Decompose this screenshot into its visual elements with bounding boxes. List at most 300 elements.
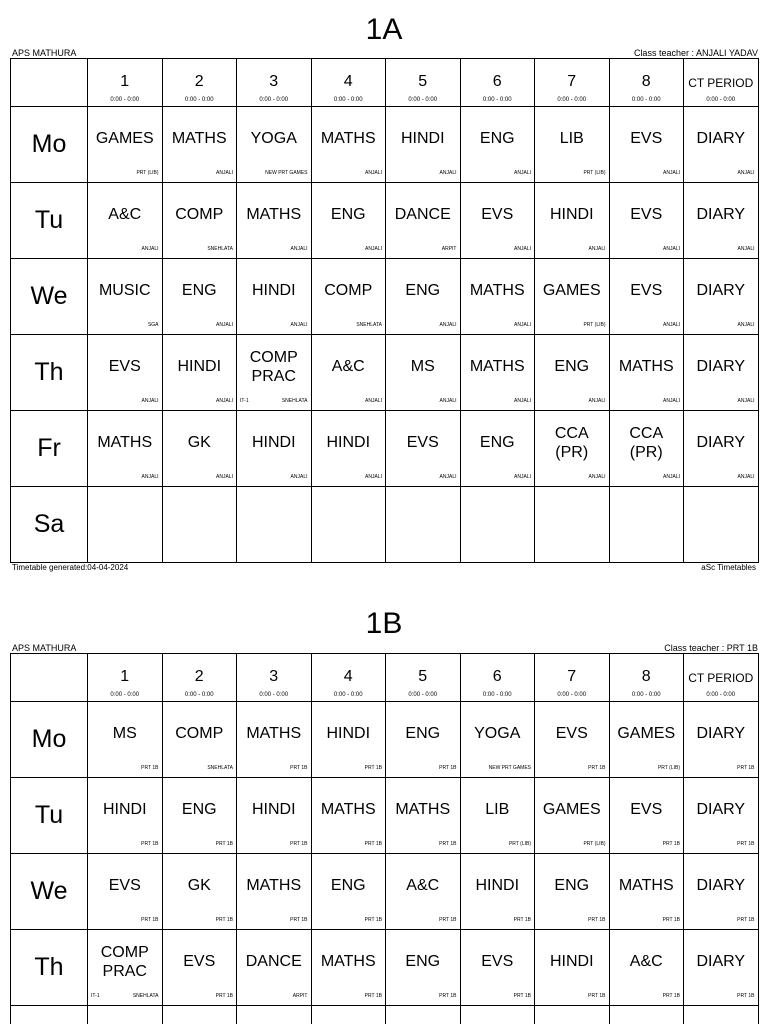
teacher-name: ANJALI (737, 474, 755, 480)
lesson-cell (535, 702, 610, 778)
lesson-cell (684, 183, 759, 259)
subject-name: MUSIC (98, 282, 151, 299)
period-header (88, 59, 163, 107)
lesson-cell (386, 183, 461, 259)
teacher-name: ANJALI (663, 474, 680, 480)
subject-name: EVS (555, 725, 588, 742)
empty-cell (535, 487, 610, 563)
day-cell (11, 854, 88, 930)
teacher-name: ANJALI (439, 170, 457, 176)
teacher-name: PRT 1B (588, 917, 606, 923)
subject-name: HINDI (102, 801, 147, 818)
school-name: APS MATHURA (12, 48, 77, 58)
day-cell (11, 259, 88, 335)
period-number: 1 (120, 668, 130, 685)
lesson-cell (609, 854, 684, 930)
subject-name: COMP PRAC (100, 943, 149, 980)
period-time: 0:00 - 0:00 (333, 97, 363, 103)
teacher-name: ANJALI (737, 398, 755, 404)
teacher-name: ANJALI (663, 398, 680, 404)
subject-name: HINDI (549, 206, 594, 223)
period-time: 0:00 - 0:00 (184, 692, 214, 698)
empty-cell (162, 1006, 237, 1024)
empty-cell (609, 487, 684, 563)
teacher-name: ANJALI (365, 474, 382, 480)
empty-cell (684, 1006, 759, 1024)
lesson-cell (460, 930, 535, 1006)
teacher-name: PRT 1B (588, 765, 606, 771)
teacher-name: ANJALI (663, 246, 680, 252)
day-row (11, 411, 759, 487)
teacher-name: ANJALI (365, 170, 382, 176)
lesson-cell (609, 702, 684, 778)
empty-cell (386, 487, 461, 563)
lesson-cell (311, 930, 386, 1006)
subject-name: MATHS (171, 130, 227, 147)
lesson-cell (386, 854, 461, 930)
period-header (684, 59, 759, 107)
lesson-cell (162, 107, 237, 183)
lesson-cell (460, 411, 535, 487)
teacher-name: ARPIT (441, 246, 457, 252)
lesson-cell (386, 107, 461, 183)
lesson-cell (237, 259, 312, 335)
period-header (684, 654, 759, 702)
subject-name: HINDI (549, 953, 594, 970)
day-cell (11, 702, 88, 778)
teacher-name: ANJALI (514, 170, 531, 176)
subject-name: DIARY (696, 877, 746, 894)
day-row (11, 107, 759, 183)
lesson-cell (535, 259, 610, 335)
period-header (535, 654, 610, 702)
teacher-name: PRT 1B (364, 993, 382, 999)
teacher-name: PRT 1B (662, 993, 680, 999)
teacher-name: ANJALI (439, 474, 457, 480)
subject-name: COMP PRAC (249, 348, 298, 385)
period-number: CT PERIOD (688, 671, 754, 685)
teacher-name: PRT 1B (662, 917, 680, 923)
empty-cell (460, 487, 535, 563)
subject-name: DANCE (394, 206, 451, 223)
period-header (460, 59, 535, 107)
lesson-cell (237, 335, 312, 411)
subject-name: DANCE (245, 953, 302, 970)
teacher-name: PRT (LIB) (136, 170, 159, 176)
day-name: Mo (31, 725, 67, 753)
period-number: 4 (343, 73, 353, 90)
lesson-cell (386, 702, 461, 778)
lesson-cell (386, 930, 461, 1006)
subject-name: DIARY (696, 801, 746, 818)
teacher-name: PRT 1B (290, 765, 308, 771)
day-row (11, 487, 759, 563)
day-name: Fr (37, 434, 61, 462)
period-number: CT PERIOD (688, 76, 754, 90)
teacher-name: PRT (LIB) (508, 841, 531, 847)
lesson-cell (237, 411, 312, 487)
teacher-name: PRT 1B (215, 917, 233, 923)
lesson-cell (535, 335, 610, 411)
lesson-cell (684, 854, 759, 930)
lesson-cell (88, 854, 163, 930)
lesson-cell (88, 778, 163, 854)
subject-name: DIARY (696, 358, 746, 375)
period-header-row (11, 59, 759, 107)
lesson-cell (311, 702, 386, 778)
period-number: 2 (194, 73, 204, 90)
subject-name: MATHS (97, 434, 153, 451)
class-title: 1B (365, 607, 403, 640)
day-name: Tu (34, 801, 64, 829)
subject-name: ENG (479, 130, 515, 147)
lesson-cell (311, 183, 386, 259)
teacher-name: PRT 1B (290, 841, 308, 847)
lesson-cell (609, 259, 684, 335)
lesson-cell (684, 778, 759, 854)
period-number: 1 (120, 73, 130, 90)
subject-name: MATHS (246, 206, 302, 223)
teacher-name: ANJALI (439, 322, 457, 328)
period-time: 0:00 - 0:00 (259, 692, 289, 698)
teacher-name: ANJALI (514, 398, 531, 404)
teacher-name: ANJALI (290, 322, 308, 328)
subject-name: MATHS (320, 130, 376, 147)
generator-credit: aSc Timetables (701, 563, 756, 572)
lesson-cell (609, 183, 684, 259)
subject-name: GK (187, 434, 211, 451)
teacher-name: PRT 1B (662, 841, 680, 847)
period-time: 0:00 - 0:00 (184, 97, 214, 103)
empty-cell (311, 487, 386, 563)
lesson-cell (88, 930, 163, 1006)
subject-name: A&C (108, 206, 142, 223)
lesson-cell (311, 854, 386, 930)
lesson-cell (88, 335, 163, 411)
teacher-name: PRT 1B (439, 841, 457, 847)
teacher-name: ANJALI (663, 322, 680, 328)
period-time: 0:00 - 0:00 (706, 97, 736, 103)
day-cell (11, 930, 88, 1006)
period-header (237, 654, 312, 702)
teacher-name: PRT 1B (215, 841, 233, 847)
subject-name: LIB (559, 130, 584, 147)
teacher-name: PRT 1B (588, 993, 606, 999)
lesson-cell (88, 107, 163, 183)
class-teacher: Class teacher : ANJALI YADAV (633, 48, 758, 58)
period-time: 0:00 - 0:00 (631, 692, 661, 698)
empty-cell (237, 487, 312, 563)
subject-name: A&C (331, 358, 365, 375)
teacher-name: ANJALI (216, 322, 233, 328)
lesson-cell (237, 778, 312, 854)
teacher-name: ANJALI (514, 246, 531, 252)
timetable-grid (10, 653, 759, 1024)
lesson-cell (535, 930, 610, 1006)
lesson-cell (88, 702, 163, 778)
period-header-row (11, 654, 759, 702)
timetable-grid (10, 58, 759, 563)
lesson-cell (237, 107, 312, 183)
subject-name: EVS (108, 358, 141, 375)
day-name: Th (34, 358, 64, 386)
period-time: 0:00 - 0:00 (557, 692, 587, 698)
period-header (460, 654, 535, 702)
teacher-name: PRT 1B (737, 993, 755, 999)
lesson-cell (386, 335, 461, 411)
lesson-cell (609, 778, 684, 854)
subject-name: EVS (630, 206, 663, 223)
lesson-cell (88, 259, 163, 335)
period-number: 5 (418, 73, 428, 90)
empty-cell (88, 487, 163, 563)
corner-cell (11, 59, 88, 107)
teacher-name: ANJALI (588, 474, 606, 480)
period-number: 3 (269, 73, 279, 90)
teacher-name: PRT 1B (439, 993, 457, 999)
teacher-name: PRT 1B (737, 841, 755, 847)
day-name: Th (34, 953, 64, 981)
teacher-name: PRT 1B (141, 841, 159, 847)
teacher-name: SNEHLATA (132, 993, 159, 999)
day-cell (11, 1006, 88, 1024)
day-name (11, 1006, 87, 1024)
subject-name: EVS (481, 953, 514, 970)
day-cell (11, 335, 88, 411)
subject-name: MATHS (469, 358, 525, 375)
day-row (11, 183, 759, 259)
subject-name: A&C (406, 877, 440, 894)
lesson-cell (535, 854, 610, 930)
teacher-name: SGA (147, 322, 159, 328)
subject-name: MATHS (246, 877, 302, 894)
teacher-name: PRT 1B (364, 917, 382, 923)
lesson-cell (684, 107, 759, 183)
subject-name: ENG (405, 725, 441, 742)
teacher-name: ANJALI (737, 246, 755, 252)
teacher-name: ANJALI (216, 398, 233, 404)
subject-name: MATHS (320, 953, 376, 970)
teacher-name: PRT 1B (439, 917, 457, 923)
period-header (162, 59, 237, 107)
day-cell (11, 487, 88, 563)
lesson-cell (460, 107, 535, 183)
day-row (11, 259, 759, 335)
teacher-name: SNEHLATA (281, 398, 308, 404)
lesson-cell (535, 411, 610, 487)
lesson-cell (684, 259, 759, 335)
corner-cell (11, 654, 88, 702)
subject-name: MATHS (618, 877, 674, 894)
subject-name: ENG (554, 358, 590, 375)
subject-name: DIARY (696, 130, 746, 147)
day-row (11, 854, 759, 930)
subject-name: MATHS (246, 725, 302, 742)
lesson-cell (162, 854, 237, 930)
teacher-name: ANJALI (737, 322, 755, 328)
lesson-cell (386, 411, 461, 487)
teacher-name: PRT (LIB) (657, 765, 680, 771)
empty-cell (311, 1006, 386, 1024)
period-time: 0:00 - 0:00 (706, 692, 736, 698)
subject-name: COMP (324, 282, 373, 299)
generated-date: Timetable generated:04-04-2024 (12, 563, 129, 572)
subject-name: MATHS (618, 358, 674, 375)
subject-name: YOGA (250, 130, 297, 147)
subject-name: EVS (630, 801, 663, 818)
subject-name: DIARY (696, 206, 746, 223)
teacher-name: PRT 1B (513, 993, 531, 999)
day-name: Tu (34, 206, 64, 234)
lesson-cell (311, 778, 386, 854)
lesson-cell (460, 335, 535, 411)
teacher-name: PRT 1B (364, 765, 382, 771)
lesson-cell (684, 411, 759, 487)
lesson-cell (460, 259, 535, 335)
subject-name: ENG (181, 282, 217, 299)
lesson-cell (162, 183, 237, 259)
period-time: 0:00 - 0:00 (482, 692, 512, 698)
subject-name: ENG (479, 434, 515, 451)
teacher-name: ANJALI (365, 398, 382, 404)
subject-name: EVS (630, 282, 663, 299)
lesson-cell (311, 335, 386, 411)
subject-name: CCA (PR) (554, 424, 589, 461)
lesson-cell (162, 259, 237, 335)
lesson-cell (311, 411, 386, 487)
teacher-name: NEW PRT GAMES (488, 765, 531, 771)
lesson-cell (684, 335, 759, 411)
lesson-cell (460, 702, 535, 778)
subject-name: HINDI (475, 877, 520, 894)
teacher-name: ANJALI (365, 246, 382, 252)
empty-cell (460, 1006, 535, 1024)
period-header (386, 654, 461, 702)
teacher-name: PRT 1B (141, 765, 159, 771)
teacher-name: PRT (LIB) (583, 841, 606, 847)
period-number: 6 (492, 73, 502, 90)
subject-name: MS (410, 358, 435, 375)
period-time: 0:00 - 0:00 (631, 97, 661, 103)
teacher-name: PRT (LIB) (583, 170, 606, 176)
subject-name: GAMES (542, 282, 601, 299)
teacher-name: SNEHLATA (207, 765, 233, 771)
lesson-cell (460, 854, 535, 930)
day-row (11, 1006, 759, 1024)
school-name: APS MATHURA (12, 643, 77, 653)
class-teacher: Class teacher : PRT 1B (664, 643, 758, 653)
lesson-cell (684, 930, 759, 1006)
period-number: 2 (194, 668, 204, 685)
subject-name: DIARY (696, 953, 746, 970)
teacher-name: PRT 1B (290, 917, 308, 923)
subject-name: COMP (175, 725, 224, 742)
teacher-name: ANJALI (216, 170, 233, 176)
period-header (237, 59, 312, 107)
empty-cell (237, 1006, 312, 1024)
lesson-cell (237, 183, 312, 259)
lesson-cell (684, 702, 759, 778)
period-time: 0:00 - 0:00 (408, 97, 438, 103)
teacher-name: ARPIT (292, 993, 308, 999)
lesson-cell (609, 335, 684, 411)
subject-name: GAMES (542, 801, 601, 818)
subject-name: ENG (181, 801, 217, 818)
teacher-name: ANJALI (514, 322, 531, 328)
day-cell (11, 183, 88, 259)
lesson-cell (162, 411, 237, 487)
teacher-name: ANJALI (514, 474, 531, 480)
subject-name: ENG (330, 877, 366, 894)
day-name: Sa (33, 510, 65, 538)
empty-cell (609, 1006, 684, 1024)
lesson-cell (609, 930, 684, 1006)
lesson-cell (88, 183, 163, 259)
teacher-name: ANJALI (588, 246, 606, 252)
teacher-name: ANJALI (290, 246, 308, 252)
subject-name: MATHS (469, 282, 525, 299)
teacher-name: PRT 1B (737, 765, 755, 771)
lesson-cell (386, 778, 461, 854)
subject-name: MATHS (320, 801, 376, 818)
period-time: 0:00 - 0:00 (557, 97, 587, 103)
subject-name: ENG (330, 206, 366, 223)
teacher-name: PRT 1B (439, 765, 457, 771)
lesson-cell (460, 778, 535, 854)
period-header (88, 654, 163, 702)
subject-name: ENG (405, 953, 441, 970)
lesson-cell (162, 778, 237, 854)
subject-name: HINDI (400, 130, 445, 147)
subject-name: GK (187, 877, 211, 894)
subject-name: EVS (481, 206, 514, 223)
empty-cell (535, 1006, 610, 1024)
subject-name: HINDI (251, 801, 296, 818)
lesson-cell (535, 107, 610, 183)
subject-name: MS (112, 725, 137, 742)
teacher-name: PRT 1B (141, 917, 159, 923)
teacher-name: SNEHLATA (356, 322, 382, 328)
lesson-cell (460, 183, 535, 259)
subject-name: HINDI (251, 434, 296, 451)
teacher-name: ANJALI (290, 474, 308, 480)
day-name: We (30, 877, 68, 905)
subject-name: DIARY (696, 725, 746, 742)
period-number: 7 (567, 73, 577, 90)
subject-name: A&C (629, 953, 663, 970)
empty-cell (162, 487, 237, 563)
teacher-name: SNEHLATA (207, 246, 233, 252)
teacher-name: ANJALI (141, 246, 159, 252)
day-name: We (30, 282, 68, 310)
lesson-cell (237, 930, 312, 1006)
day-row (11, 930, 759, 1006)
period-time: 0:00 - 0:00 (110, 692, 140, 698)
lesson-cell (88, 411, 163, 487)
subject-name: YOGA (474, 725, 521, 742)
period-time: 0:00 - 0:00 (259, 97, 289, 103)
teacher-name: ANJALI (737, 170, 755, 176)
subject-name: HINDI (177, 358, 222, 375)
period-header (386, 59, 461, 107)
period-time: 0:00 - 0:00 (482, 97, 512, 103)
day-row (11, 702, 759, 778)
lesson-cell (162, 702, 237, 778)
day-name: Mo (31, 130, 67, 158)
subject-name: LIB (485, 801, 510, 818)
empty-cell (88, 1006, 163, 1024)
subject-name: HINDI (326, 725, 371, 742)
